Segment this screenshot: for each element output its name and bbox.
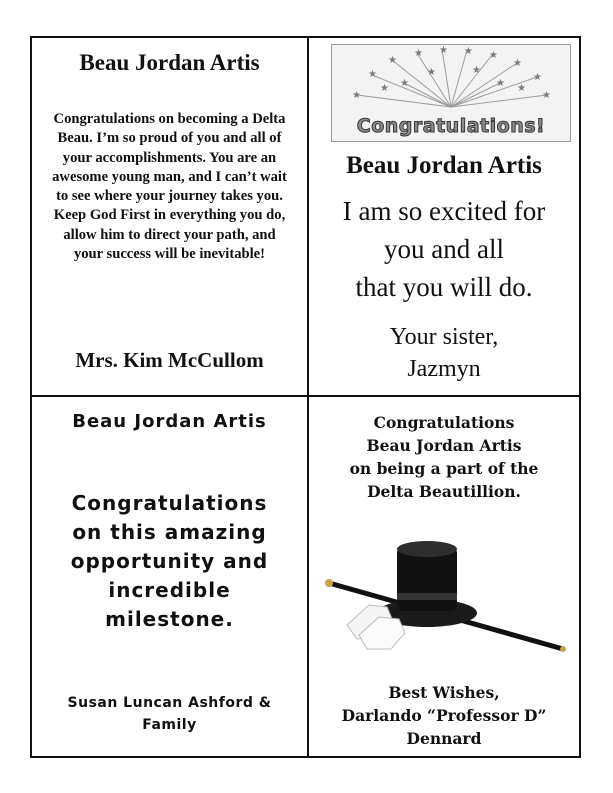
svg-text:★: ★ — [400, 78, 409, 89]
card2-message-line: I am so excited for — [342, 196, 546, 226]
card2-signature-block — [309, 321, 579, 385]
card3-signature-line: Family — [142, 717, 197, 733]
congratulations-banner — [331, 44, 571, 142]
card3-title: Beau Jordan Artis — [72, 411, 267, 432]
card2-closing: Your sister, — [389, 324, 499, 350]
card3-message-line: incredible — [108, 578, 231, 602]
svg-text:★: ★ — [368, 69, 377, 80]
card4-signature-line: Best Wishes, — [388, 683, 500, 702]
svg-text:★: ★ — [542, 90, 551, 101]
card3-message-line: milestone. — [105, 607, 234, 631]
banner-text: Congratulations! — [356, 115, 546, 137]
card-jazmyn — [309, 38, 579, 395]
card4-heading — [309, 411, 579, 503]
card1-signature: Mrs. Kim McCullom — [75, 348, 264, 372]
card2-message-line: that you will do. — [355, 272, 533, 302]
svg-text:★: ★ — [439, 45, 448, 56]
top-hat-cane-gloves-icon — [317, 533, 571, 663]
card3-signature-line: Susan Luncan Ashford & — [67, 695, 272, 711]
card2-message — [309, 192, 579, 306]
svg-text:★: ★ — [464, 46, 473, 57]
svg-text:★: ★ — [427, 67, 436, 78]
card1-title: Beau Jordan Artis — [79, 50, 260, 75]
card4-signature-line: Dennard — [406, 729, 482, 748]
svg-text:★: ★ — [380, 83, 389, 94]
card3-message-line: Congratulations — [71, 491, 268, 515]
card2-name: Beau Jordan Artis — [346, 152, 542, 179]
svg-text:★: ★ — [472, 65, 481, 76]
card4-heading-line: Delta Beautillion. — [367, 482, 521, 501]
svg-text:★: ★ — [414, 48, 423, 59]
svg-text:★: ★ — [489, 50, 498, 61]
card4-heading-line: on being a part of the — [349, 459, 539, 478]
svg-text:★: ★ — [533, 72, 542, 83]
card-sheet — [30, 36, 581, 758]
card-kim-mccullom — [32, 38, 307, 395]
card4-heading-line: Beau Jordan Artis — [366, 436, 522, 455]
card3-message — [42, 489, 297, 634]
card3-signature — [32, 692, 307, 736]
card2-message-line: you and all — [384, 234, 504, 264]
card3-message-line: opportunity and — [70, 549, 269, 573]
svg-text:★: ★ — [388, 55, 397, 66]
svg-text:★: ★ — [352, 90, 361, 101]
card4-heading-line: Congratulations — [373, 413, 515, 432]
card4-signature — [309, 681, 579, 750]
svg-text:★: ★ — [496, 78, 505, 89]
card3-message-line: on this amazing — [72, 520, 267, 544]
card-darlando-dennard — [309, 397, 579, 756]
svg-text:★: ★ — [517, 83, 526, 94]
card-susan-ashford — [32, 397, 307, 756]
card1-body: Congratulations on becoming a Delta Beau. I’m so proud of you and all of your accomplishments. You are an awesome young man, and I can’t wait to see where your journey takes you. Keep God First in everything you do, allow him to direct your path, and your success will be inevitable! — [52, 111, 287, 263]
svg-text:★: ★ — [513, 58, 522, 69]
card4-signature-line: Darlando “Professor D” — [341, 706, 547, 725]
card2-signature: Jazmyn — [407, 356, 481, 382]
